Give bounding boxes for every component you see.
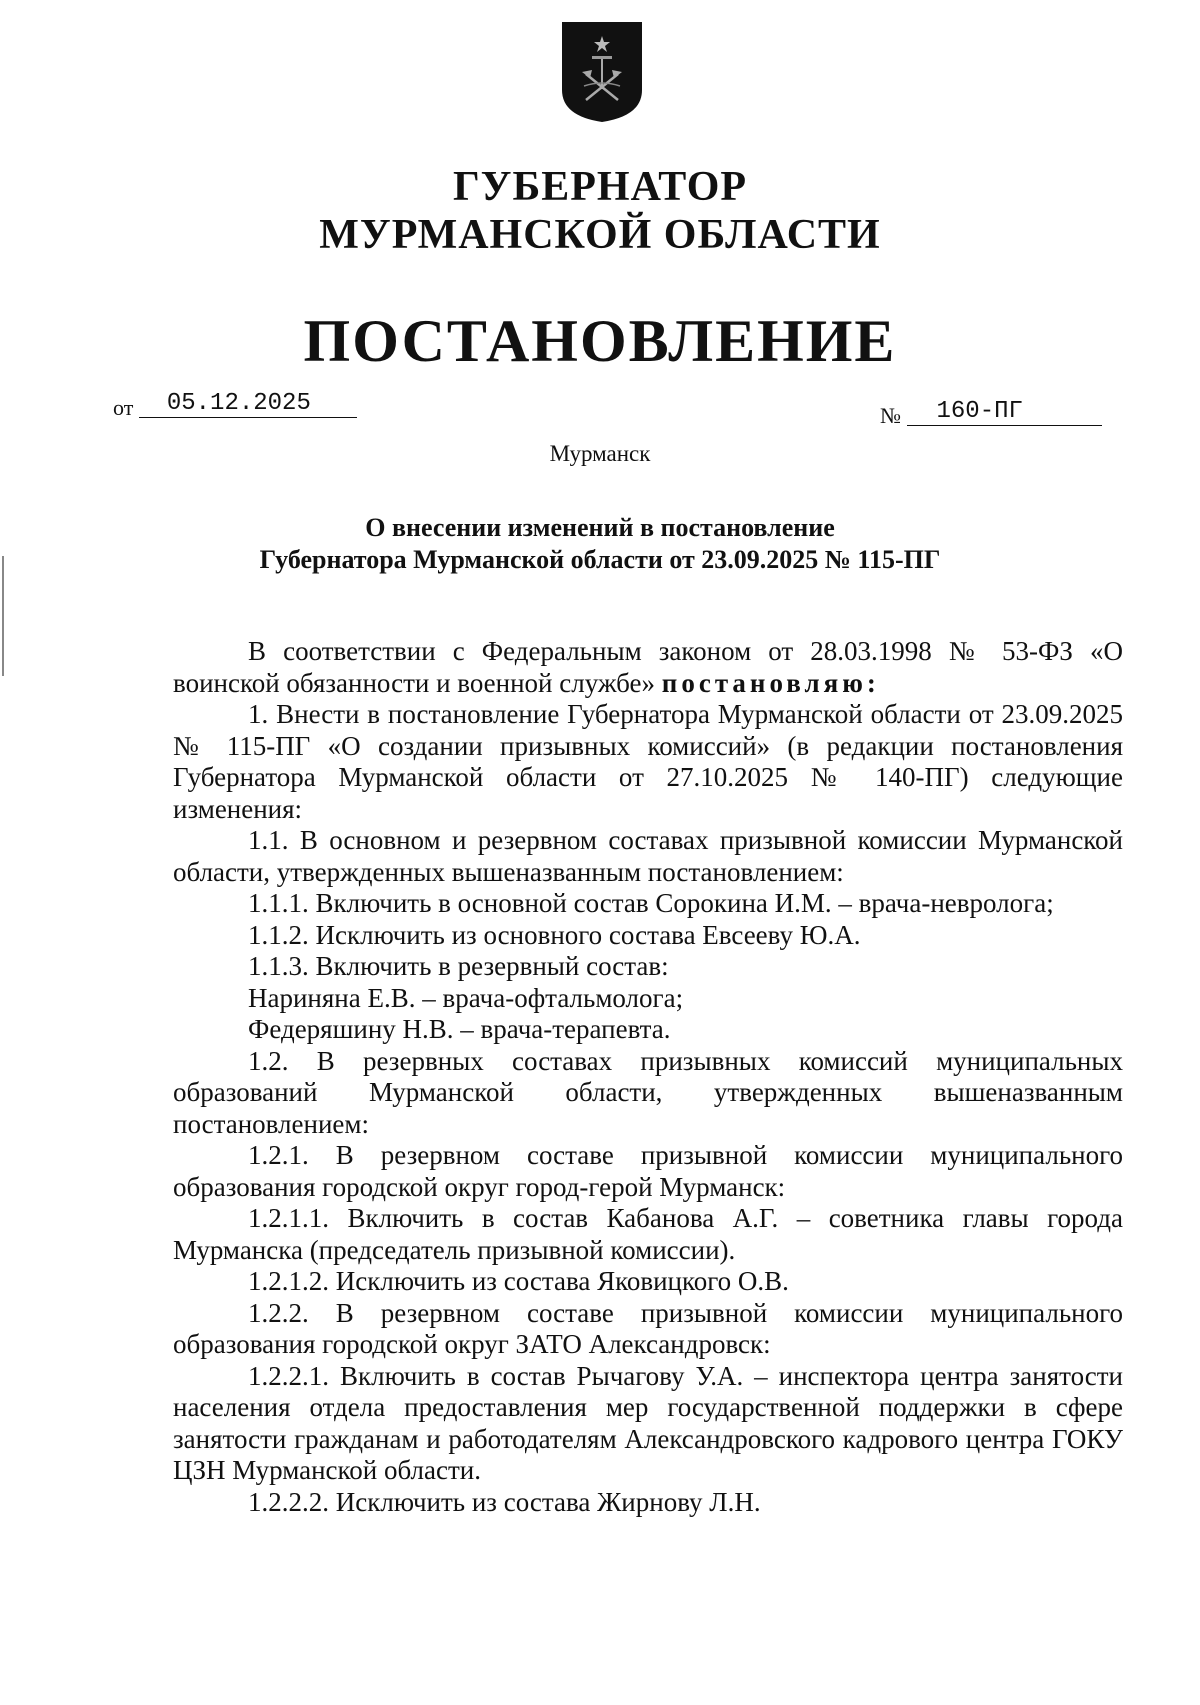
date-field	[113, 390, 357, 424]
authority-title-line2: МУРМАНСКОЙ ОБЛАСТИ	[319, 212, 881, 258]
paragraph-1-1: 1.1. В основном и резервном составах призывной комиссии Мурманской области, утвержденных вышеназванным постановлением:	[173, 825, 1123, 887]
number-field	[880, 398, 1102, 432]
paragraph-1-1-1: 1.1.1. Включить в основной состав Сорокина И.М. – врача-невролога;	[248, 888, 1054, 918]
document-body	[173, 636, 1123, 1518]
paragraph-1-2-2-2: 1.2.2.2. Исключить из состава Жирнову Л.Н.	[248, 1486, 761, 1517]
city-name: Мурманск	[549, 441, 651, 466]
paragraph-1-1-3-item-b: Федеряшину Н.В. – врача-терапевта.	[248, 1014, 671, 1044]
preamble-paragraph	[173, 636, 1123, 699]
date-value: 05.12.2025	[139, 390, 357, 418]
paragraph-1-1-3: 1.1.3. Включить в резервный состав:	[248, 951, 669, 981]
number-prefix: №	[880, 403, 901, 428]
paragraph-1-2-1-2: 1.2.1.2. Исключить из состава Яковицкого О.В.	[248, 1266, 789, 1296]
paragraph-1-2-1: 1.2.1. В резервном составе призывной комиссии муниципального образования городской округ город-герой Мурманск:	[173, 1140, 1123, 1202]
date-prefix: от	[113, 395, 134, 420]
authority-title-line1: ГУБЕРНАТОР	[452, 164, 748, 210]
paragraph-1-2-2-1: 1.2.2.1. Включить в состав Рычагову У.А. – инспектора центра занятости населения отдела предоставления мер государственной поддержки в сфере занятости гражданам и работодателям Александровского кадрового центра ГОКУ ЦЗН Мурманской области.	[173, 1360, 1123, 1485]
paragraph-1-2-2: 1.2.2. В резервном составе призывной комиссии муниципального образования городской округ ЗАТО Александровск:	[173, 1297, 1123, 1359]
number-value: 160-ПГ	[907, 398, 1102, 426]
resolution-keyword: постановляю:	[661, 667, 880, 698]
subject-line1: О внесении изменений в постановление	[365, 513, 835, 542]
paragraph-1-1-3-item-a: Нариняна Е.В. – врача-офтальмолога;	[248, 982, 684, 1013]
paragraph-1-2: 1.2. В резервных составах призывных комиссий муниципальных образований Мурманской области, утвержденных вышеназванным постановлением:	[173, 1045, 1123, 1139]
preamble-text: В соответствии с Федеральным законом от 28.03.1998 № 53-ФЗ «О воинской обязанности и военной службе»	[173, 636, 1123, 698]
document-type-title: ПОСТАНОВЛЕНИЕ	[303, 308, 897, 374]
coat-of-arms-icon	[560, 20, 644, 124]
paragraph-1-1-2: 1.1.2. Исключить из основного состава Евсееву Ю.А.	[248, 919, 861, 950]
paragraph-1-2-1-1: 1.2.1.1. Включить в состав Кабанова А.Г. – советника главы города Мурманска (председатель призывной комиссии).	[173, 1203, 1123, 1265]
paragraph-1: 1. Внести в постановление Губернатора Мурманской области от 23.09.2025 № 115-ПГ «О создании призывных комиссий» (в редакции постановления Губернатора Мурманской области от 27.10.2025 № 140-ПГ) следующие изменения:	[173, 699, 1123, 824]
subject-line2: Губернатора Мурманской области от 23.09.2025 № 115-ПГ	[259, 545, 941, 574]
